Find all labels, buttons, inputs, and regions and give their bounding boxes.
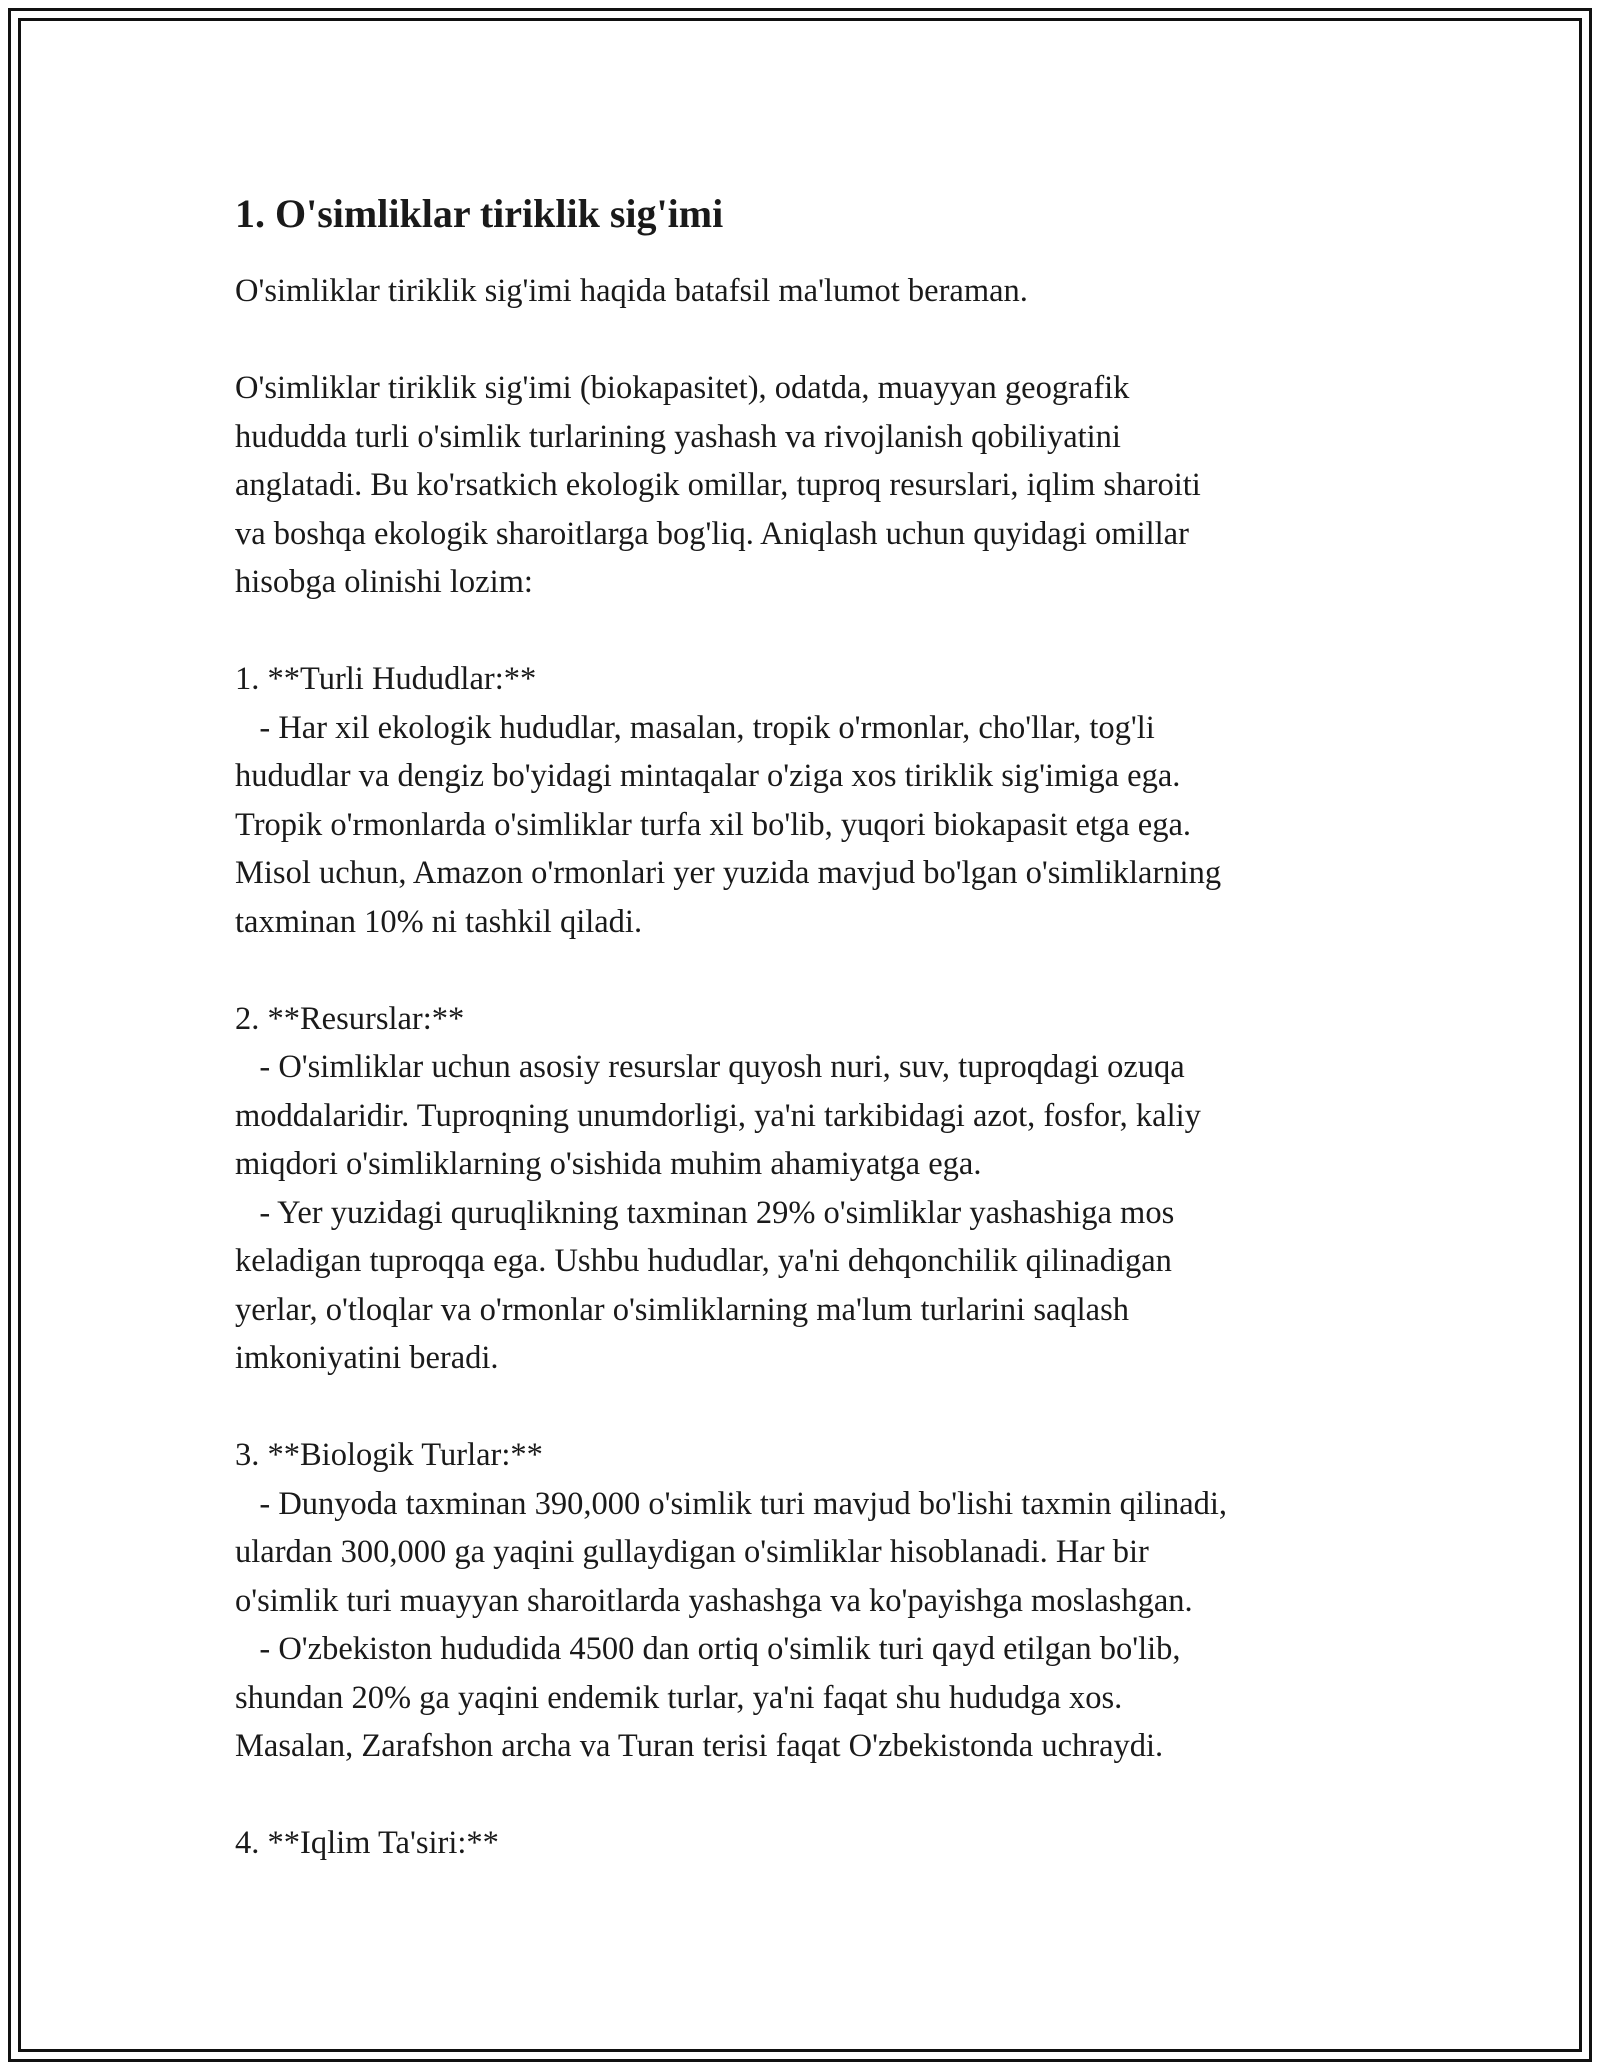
- section-heading: 4. **Iqlim Ta'siri:**: [235, 1825, 499, 1861]
- blank-line: [235, 946, 1375, 995]
- text-line: Masalan, Zarafshon archa va Turan terisi faqat O'zbekistonda uchraydi.: [235, 1728, 1164, 1764]
- section-heading: 1. **Turli Hududlar:**: [235, 661, 537, 697]
- text-line: anglatadi. Bu ko'rsatkich ekologik omillar, tuproq resurslari, iqlim sharoiti: [235, 467, 1201, 503]
- text-line: shundan 20% ga yaqini endemik turlar, ya'ni faqat shu hududga xos.: [235, 1679, 1123, 1716]
- section-resurslar: [235, 995, 1375, 1383]
- text-line: keladigan tuproqqa ega. Ushbu hududlar, ya'ni dehqonchilik qilinadigan: [235, 1243, 1172, 1279]
- text-line: imkoniyatini beradi.: [235, 1340, 499, 1376]
- section-turli-hududlar: [235, 655, 1375, 946]
- text-line: hisobga olinishi lozim:: [235, 564, 533, 600]
- text-line: miqdori o'simliklarning o'sishida muhim ahamiyatga ega.: [235, 1146, 982, 1182]
- text-line: - Yer yuzidagi quruqlikning taxminan 29% o'simliklar yashashiga mos: [235, 1194, 1175, 1231]
- intro-paragraph: [235, 267, 1375, 316]
- section-biologik-turlar: [235, 1431, 1375, 1771]
- blank-line: [235, 607, 1375, 656]
- document-title: 1. O'simliklar tiriklik sig'imi: [235, 191, 724, 236]
- text-line: taxminan 10% ni tashkil qiladi.: [235, 903, 643, 940]
- blank-line: [235, 1383, 1375, 1432]
- text-line: - O'simliklar uchun asosiy resurslar quyosh nuri, suv, tuproqdagi ozuqa: [235, 1049, 1185, 1085]
- text-line: va boshqa ekologik sharoitlarga bog'liq. Aniqlash uchun quyidagi omillar: [235, 515, 1189, 552]
- text-line: Tropik o'rmonlarda o'simliklar turfa xil bo'lib, yuqori biokapasit etga ega.: [235, 806, 1191, 843]
- section-iqlim-tasiri: [235, 1819, 1375, 1868]
- blank-line: [235, 1771, 1375, 1820]
- text-line: - Dunyoda taxminan 390,000 o'simlik turi mavjud bo'lishi taxmin qilinadi,: [235, 1485, 1228, 1522]
- text-line: hududda turli o'simlik turlarining yashash va rivojlanish qobiliyatini: [235, 418, 1121, 455]
- text-line: - Har xil ekologik hududlar, masalan, tropik o'rmonlar, cho'llar, tog'li: [235, 709, 1155, 746]
- text-line: Misol uchun, Amazon o'rmonlari yer yuzida mavjud bo'lgan o'simliklarning: [235, 855, 1222, 891]
- text-line: yerlar, o'tloqlar va o'rmonlar o'simliklarning ma'lum turlarini saqlash: [235, 1291, 1129, 1328]
- text-line: hududlar va dengiz bo'yidagi mintaqalar o'ziga xos tiriklik sig'imiga ega.: [235, 758, 1181, 794]
- text-line: o'simlik turi muayyan sharoitlarda yashashga va ko'payishga moslashgan.: [235, 1582, 1193, 1619]
- section-heading: 3. **Biologik Turlar:**: [235, 1437, 543, 1473]
- document-page: [235, 186, 1375, 1868]
- section-heading: 2. **Resurslar:**: [235, 1000, 465, 1037]
- definition-paragraph: [235, 364, 1375, 607]
- text-line: moddalaridir. Tuproqning unumdorligi, ya'ni tarkibidagi azot, fosfor, kaliy: [235, 1097, 1201, 1134]
- text-line: O'simliklar tiriklik sig'imi (biokapasitet), odatda, muayyan geografik: [235, 370, 1130, 406]
- intro-line: O'simliklar tiriklik sig'imi haqida batafsil ma'lumot beraman.: [235, 273, 1028, 309]
- blank-line: [235, 316, 1375, 365]
- text-line: - O'zbekiston hududida 4500 dan ortiq o'simlik turi qayd etilgan bo'lib,: [235, 1631, 1181, 1667]
- text-line: ulardan 300,000 ga yaqini gullaydigan o'simliklar hisoblanadi. Har bir: [235, 1534, 1149, 1570]
